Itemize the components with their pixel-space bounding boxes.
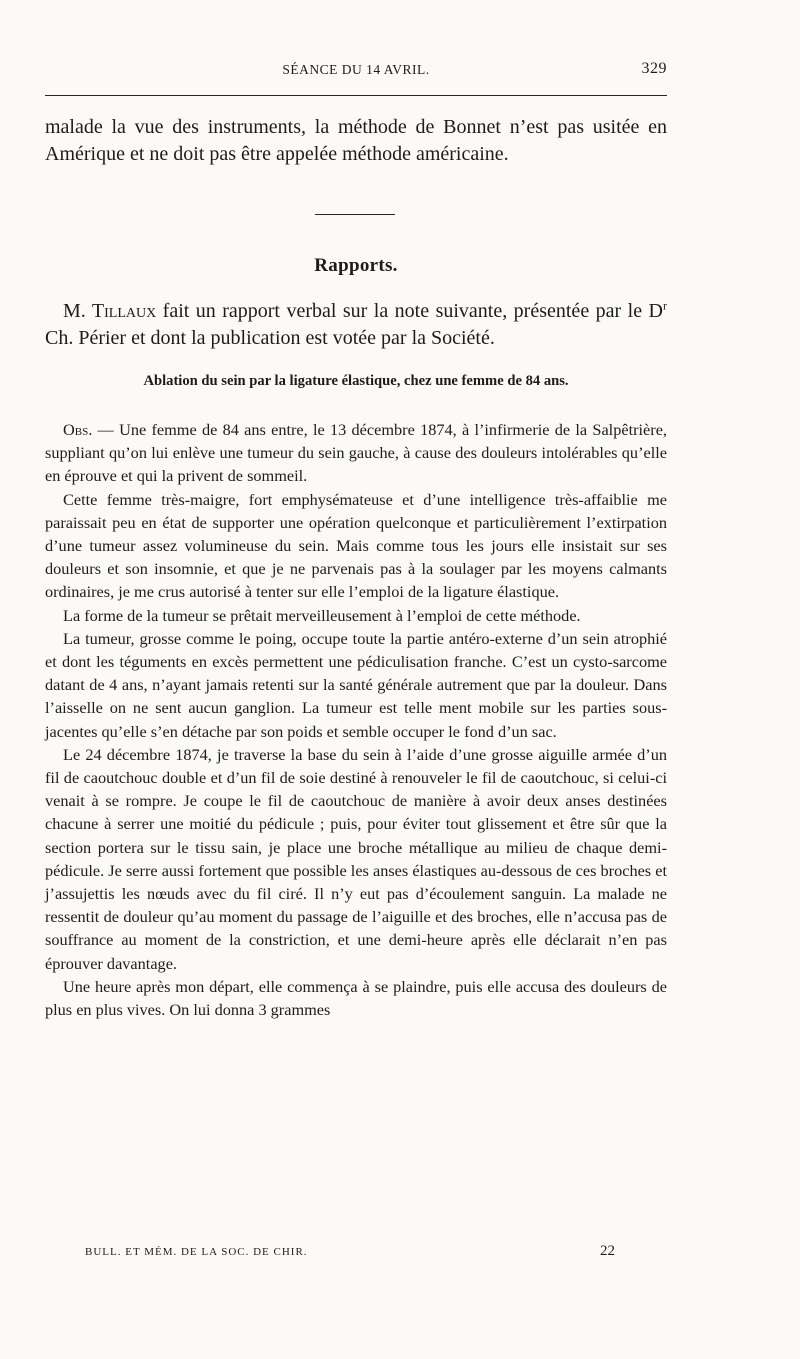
header-rule (45, 95, 667, 96)
body-paragraph: Cette femme très-maigre, fort emphysémateuse et d’une intelligence très-affaiblie me paraissait peu en état de supporter une opération quelconque et particulièrement l’extirpation d’une tumeur assez volumineuse du sein. Mais comme tous les jours elle insistait sur ses douleurs et son insomnie, et que je ne parvenais pas à la soulager par les moyens calmants ordinaires, je me crus autorisé à tenter sur elle l’emploi de la ligature élastique. (45, 489, 667, 602)
section-separator (315, 214, 395, 215)
report-superscript: r (663, 298, 667, 313)
body-paragraph: Le 24 décembre 1874, je traverse la base du sein à l’aide d’une grosse aiguille armée d’un fil de caoutchouc double et d’un fil de soie destiné à renouveler le fil de caoutchouc, si celui-ci venait à se rompre. Je coupe le fil de caoutchouc de manière à avoir deux anses destinées chacune à serrer une moitié du pédicule ; puis, pour éviter tout glissement et être sûr que la section portera sur le tissu sain, je place une broche métallique au milieu de chaque demi-pédicule. Je serre aussi fortement que possible les anses élastiques au-dessous de ces broches et j’assujettis les nœuds avec du fil ciré. Il n’y eut pas d’écoulement sanguin. La malade ne ressentit de douleur qu’au moment du passage de l’aiguille et des broches, elle n’accusa pas de souffrance au moment de la constriction, et une demi-heure après elle déclarait n’en pas éprouver davantage. (45, 744, 667, 973)
intro-block (45, 114, 667, 168)
body-paragraph: La forme de la tumeur se prêtait merveilleusement à l’emploi de cette méthode. (63, 605, 581, 625)
report-text-2: Ch. Périer et dont la publication est votée par la Société. (45, 327, 495, 349)
footer-journal-title: BULL. ET MÉM. DE LA SOC. DE CHIR. (85, 1246, 308, 1258)
page-number: 329 (641, 60, 667, 77)
running-head-title: SÉANCE DU 14 AVRIL. (282, 62, 430, 77)
report-text-1: fait un rapport verbal sur la note suivante, présentée par le D (156, 300, 663, 322)
observation-paragraph (45, 418, 667, 488)
report-speaker: M. Tillaux (63, 300, 157, 322)
observation-label: Obs. (63, 420, 93, 439)
section-heading: Rapports. (314, 255, 398, 276)
observation-text: — Une femme de 84 ans entre, le 13 décembre 1874, à l’infirmerie de la Salpêtrière, suppliant qu’on lui enlève une tumeur du sein gauche, à cause des douleurs intolérables qu’elle en éprouve et qui la privent de sommeil. (45, 420, 667, 486)
article-body (45, 418, 667, 1021)
footer-signature-number: 22 (600, 1243, 615, 1259)
report-paragraph (45, 298, 667, 352)
article-title: Ablation du sein par la ligature élastique, chez une femme de 84 ans. (143, 373, 569, 389)
body-paragraph: Une heure après mon départ, elle commença à se plaindre, puis elle accusa des douleurs de plus en plus vives. On lui donna 3 grammes (45, 976, 667, 1020)
body-paragraph: La tumeur, grosse comme le poing, occupe toute la partie antéro-externe d’un sein atrophié et dont les téguments en excès permettent une pédiculisation franche. C’est un cysto-sarcome datant de 4 ans, n’ayant jamais retenti sur la santé générale autrement que par la douleur. Dans l’aisselle on ne sent aucun ganglion. La tumeur est telle ment mobile sur les parties sous-jacentes qu’elle s’en détache par son poids et semble occuper le fond d’un sac. (45, 628, 667, 741)
report-block (45, 298, 667, 352)
intro-paragraph: malade la vue des instruments, la méthode de Bonnet n’est pas usitée en Amérique et ne doit pas être appelée méthode américaine. (45, 116, 667, 165)
